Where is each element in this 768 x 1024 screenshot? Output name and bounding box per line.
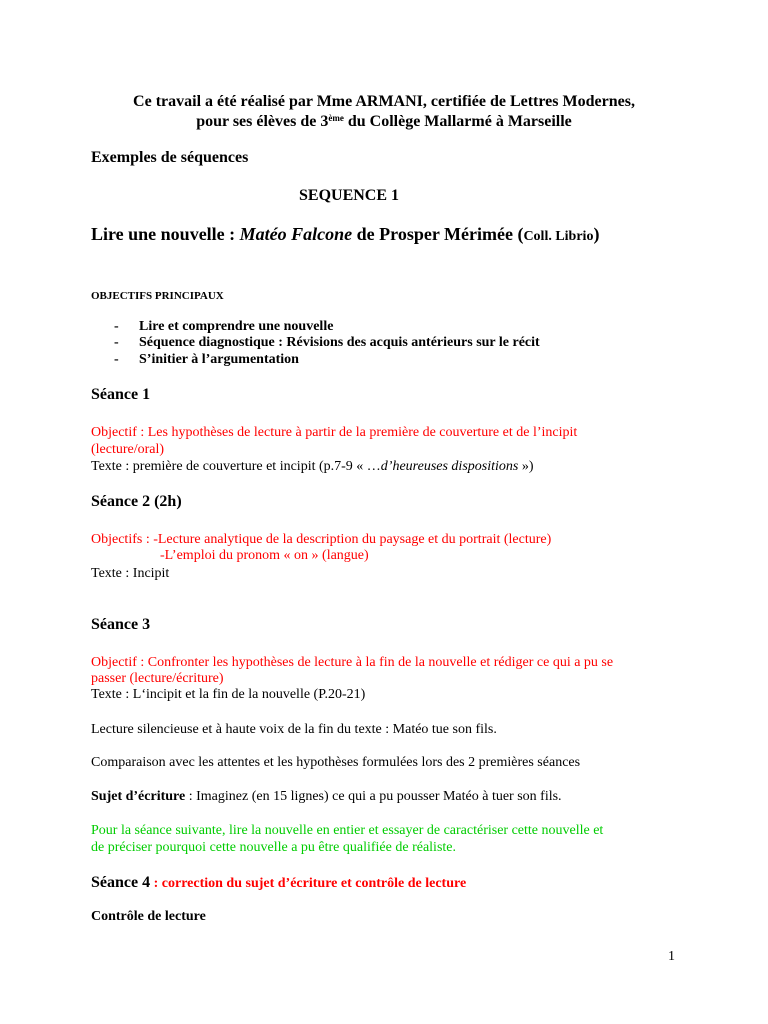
seance-3-paragraph-2: Comparaison avec les attentes et les hypothèses formulées lors des 2 premières séances xyxy=(91,755,581,770)
seance-3-objective-line-2: passer (lecture/écriture) xyxy=(91,671,224,686)
objective-item xyxy=(114,318,333,335)
objectives-heading: OBJECTIFS PRINCIPAUX xyxy=(91,290,224,302)
seance-1-text-prefix: Texte : première de couverture et incipit (p.7-9 « … xyxy=(91,459,381,474)
reading-check-heading: Contrôle de lecture xyxy=(91,909,206,924)
homework-line-2: de préciser pourquoi cette nouvelle a pu être qualifiée de réaliste. xyxy=(91,840,456,855)
objective-item-text: Lire et comprendre une nouvelle xyxy=(139,319,334,334)
subtitle-author: de Prosper Mérimée ( xyxy=(352,224,524,244)
bullet-dash: - xyxy=(114,335,119,350)
seance-2-objective-line-1: Objectifs : -Lecture analytique de la description du paysage et du portrait (lecture) xyxy=(91,532,552,547)
header-line-2-start: pour ses élèves de 3 xyxy=(196,113,329,130)
seance-1-title: Séance 1 xyxy=(91,386,151,403)
seance-3-text: Texte : L‘incipit et la fin de la nouvelle (P.20-21) xyxy=(91,687,366,702)
seance-3-objective-line-1: Objectif : Confronter les hypothèses de lecture à la fin de la nouvelle et rédiger ce qui a pu se xyxy=(91,655,614,670)
subtitle-suffix: ) xyxy=(593,224,600,244)
seance-1-text-quote: d’heureuses dispositions xyxy=(380,459,519,474)
objective-item xyxy=(114,351,299,368)
seance-2-objective-line-2: -L’emploi du pronom « on » (langue) xyxy=(160,548,369,563)
seance-2-text: Texte : Incipit xyxy=(91,566,170,581)
seance-3-paragraph-1: Lecture silencieuse et à haute voix de la fin du texte : Matéo tue son fils. xyxy=(91,722,497,737)
bullet-dash: - xyxy=(114,319,119,334)
header-line-2-end: du Collège Mallarmé à Marseille xyxy=(343,113,572,130)
seance-1-text-suffix: ») xyxy=(518,459,534,474)
objective-item-text: S’initier à l’argumentation xyxy=(139,352,299,367)
header-line-2 xyxy=(0,112,768,131)
bullet-dash: - xyxy=(114,352,119,367)
seance-2-title: Séance 2 (2h) xyxy=(91,493,182,510)
subtitle-collection: Coll. Librio xyxy=(523,229,594,244)
homework-line-1: Pour la séance suivante, lire la nouvelle en entier et essayer de caractériser cette nouvelle et xyxy=(91,823,604,838)
header-line-1 xyxy=(0,92,768,111)
seance-1-objective-line-2: (lecture/oral) xyxy=(91,442,165,457)
seance-3-title: Séance 3 xyxy=(91,616,151,633)
objective-item-text: Séquence diagnostique : Révisions des acquis antérieurs sur le récit xyxy=(139,335,540,350)
page-number: 1 xyxy=(668,949,675,964)
header-superscript: ème xyxy=(328,113,344,123)
sequence-subtitle xyxy=(91,224,599,247)
seance-1-objective-line-1: Objectif : Les hypothèses de lecture à partir de la première de couverture et de l’incipit xyxy=(91,425,578,440)
seance-1-text xyxy=(91,458,534,475)
examples-heading: Exemples de séquences xyxy=(91,149,249,166)
header-line-1-text: Ce travail a été réalisé par Mme ARMANI, certifiée de Lettres Modernes, xyxy=(133,93,635,110)
objective-item xyxy=(114,334,540,351)
subtitle-work-title: Matéo Falcone xyxy=(239,224,353,244)
writing-subject-text: : Imaginez (en 15 lignes) ce qui a pu pousser Matéo à tuer son fils. xyxy=(185,789,562,804)
subtitle-prefix: Lire une nouvelle : xyxy=(91,224,240,244)
writing-subject-label: Sujet d’écriture xyxy=(91,789,186,804)
writing-subject xyxy=(91,788,562,805)
sequence-title: SEQUENCE 1 xyxy=(299,187,400,204)
seance-4-title xyxy=(91,873,466,893)
seance-4-title-text: Séance 4 xyxy=(91,874,151,891)
seance-4-title-suffix: : correction du sujet d’écriture et contrôle de lecture xyxy=(150,876,467,891)
